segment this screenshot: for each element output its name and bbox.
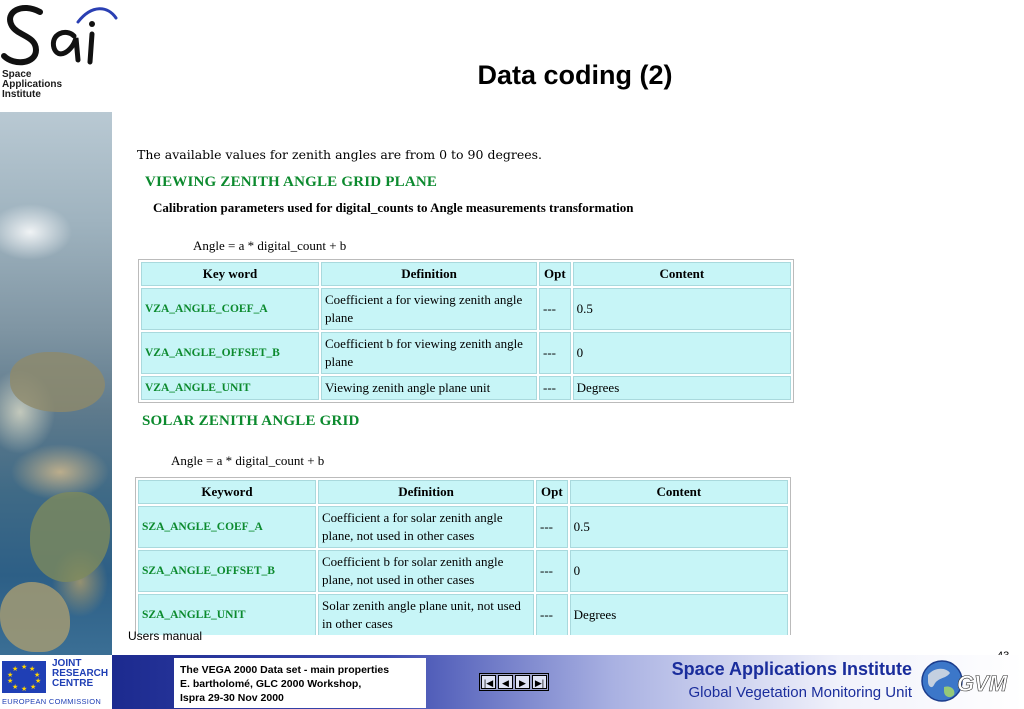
solar-formula: Angle = a * digital_count + b	[171, 453, 325, 468]
viewing-subheading: Calibration parameters used for digital_counts to Angle measurements transformation	[153, 200, 634, 215]
keyword-cell: SZA_ANGLE_COEF_A	[138, 506, 316, 548]
satellite-image-strip	[0, 112, 112, 657]
jrc-logo	[0, 655, 112, 709]
next-slide-button[interactable]: ▶	[515, 675, 530, 689]
presentation-info-box	[174, 658, 426, 708]
content-cell: Degrees	[573, 376, 791, 400]
content-cell: 0	[573, 332, 791, 374]
footer-bar	[0, 655, 1024, 709]
table-row	[138, 594, 788, 635]
content-cell: 0	[570, 550, 788, 592]
content-cell: 0.5	[573, 288, 791, 330]
gvm-logo	[920, 657, 1020, 707]
previous-slide-button[interactable]: ◀	[498, 675, 513, 689]
col-header: Opt	[536, 480, 568, 504]
viewing-formula: Angle = a * digital_count + b	[193, 238, 347, 253]
opt-cell: ---	[539, 376, 571, 400]
definition-cell: Solar zenith angle plane unit, not used in other cases	[318, 594, 534, 635]
opt-cell: ---	[536, 550, 568, 592]
unit-name: Global Vegetation Monitoring Unit	[688, 684, 912, 701]
solar-heading: SOLAR ZENITH ANGLE GRID	[142, 413, 360, 429]
table-header-row	[138, 480, 788, 504]
sai-logo-text: Space Applications Institute	[2, 69, 63, 100]
table-row	[138, 506, 788, 548]
content-cell: Degrees	[570, 594, 788, 635]
col-header: Keyword	[138, 480, 316, 504]
keyword-cell: VZA_ANGLE_UNIT	[141, 376, 319, 400]
slide-navigation	[479, 673, 549, 691]
definition-cell: Coefficient b for solar zenith angle plane, not used in other cases	[318, 550, 534, 592]
viewing-table	[138, 259, 794, 403]
jrc-text: JOINT RESEARCH CENTRE	[52, 658, 109, 689]
table-row	[141, 332, 791, 374]
col-header: Content	[570, 480, 788, 504]
html-content-frame	[115, 130, 805, 635]
definition-cell: Viewing zenith angle plane unit	[321, 376, 537, 400]
definition-cell: Coefficient b for viewing zenith angle plane	[321, 332, 537, 374]
col-header: Key word	[141, 262, 319, 286]
table-row	[138, 550, 788, 592]
keyword-cell: SZA_ANGLE_UNIT	[138, 594, 316, 635]
presentation-title: The VEGA 2000 Data set - main properties	[180, 664, 390, 676]
definition-cell: Coefficient a for viewing zenith angle plane	[321, 288, 537, 330]
institute-label	[620, 659, 912, 701]
presentation-author: E. bartholomé, GLC 2000 Workshop,	[180, 678, 362, 690]
opt-cell: ---	[539, 332, 571, 374]
users-manual-label: Users manual	[128, 629, 203, 643]
content-cell: 0.5	[570, 506, 788, 548]
col-header: Opt	[539, 262, 571, 286]
opt-cell: ---	[536, 506, 568, 548]
solar-table	[135, 477, 791, 635]
keyword-cell: SZA_ANGLE_OFFSET_B	[138, 550, 316, 592]
opt-cell: ---	[536, 594, 568, 635]
last-slide-button[interactable]: ▶|	[532, 675, 547, 689]
keyword-cell: VZA_ANGLE_OFFSET_B	[141, 332, 319, 374]
table-row	[141, 288, 791, 330]
viewing-heading: VIEWING ZENITH ANGLE GRID PLANE	[145, 174, 438, 190]
opt-cell: ---	[539, 288, 571, 330]
institute-name: Space Applications Institute	[671, 659, 912, 679]
first-slide-button[interactable]: |◀	[481, 675, 496, 689]
keyword-cell: VZA_ANGLE_COEF_A	[141, 288, 319, 330]
col-header: Definition	[321, 262, 537, 286]
presentation-date: Ispra 29-30 Nov 2000	[180, 692, 284, 704]
european-commission-label: EUROPEAN COMMISSION	[2, 697, 102, 706]
svg-text:GVM: GVM	[956, 671, 1008, 696]
slide-title: Data coding (2)	[477, 60, 673, 90]
eu-flag-icon: ★ ★ ★ ★ ★ ★ ★ ★ ★ ★	[2, 661, 46, 693]
sai-logo-mark	[0, 0, 120, 72]
col-header: Content	[573, 262, 791, 286]
sai-logo	[0, 0, 120, 110]
definition-cell: Coefficient a for solar zenith angle plane, not used in other cases	[318, 506, 534, 548]
col-header: Definition	[318, 480, 534, 504]
table-row	[141, 376, 791, 400]
table-header-row	[141, 262, 791, 286]
intro-text: The available values for zenith angles are from 0 to 90 degrees.	[137, 147, 542, 162]
